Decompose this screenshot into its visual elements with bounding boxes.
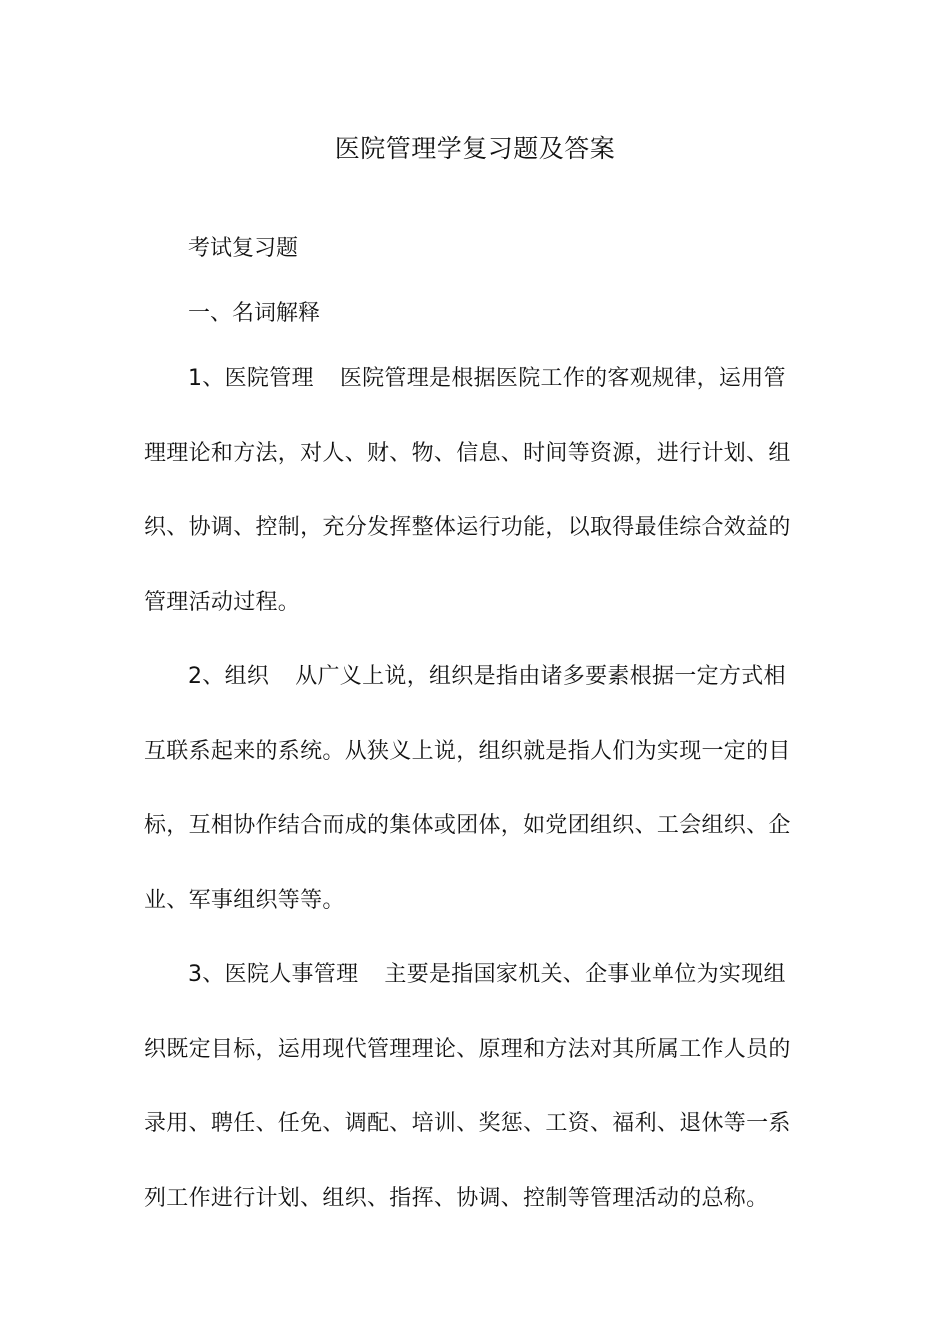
definition-text: 织既定目标，运用现代管理理论、原理和方法对其所属工作人员的 bbox=[144, 1036, 791, 1062]
definition-text: 录用、聘任、任免、调配、培训、奖惩、工资、福利、退休等一系 bbox=[144, 1111, 791, 1136]
definition-text: 从广义上说，组织是指由诸多要素根据一定方式相 bbox=[295, 664, 786, 689]
definition-text: 业、军事组织等等。 bbox=[144, 887, 345, 913]
definition-item bbox=[144, 660, 794, 958]
definition-first-line bbox=[144, 958, 794, 1033]
definition-term: 3、医院人事管理 bbox=[188, 962, 359, 987]
definition-text: 理理论和方法，对人、财、物、信息、时间等资源，进行计划、组 bbox=[144, 440, 791, 466]
document-body bbox=[144, 232, 794, 1256]
definition-term: 2、组织 bbox=[188, 664, 270, 689]
definition-text: 主要是指国家机关、企事业单位为实现组 bbox=[384, 962, 786, 987]
definition-item bbox=[144, 958, 794, 1256]
definition-text: 医院管理是根据医院工作的客观规律，运用管 bbox=[339, 366, 786, 391]
definition-item bbox=[144, 362, 794, 660]
definition-first-line bbox=[144, 660, 794, 735]
page-title: 医院管理学复习题及答案 bbox=[334, 134, 616, 163]
definition-text: 标，互相协作结合而成的集体或团体，如党团组织、工会组织、企 bbox=[144, 813, 791, 838]
definition-text: 列工作进行计划、组织、指挥、协调、控制等管理活动的总称。 bbox=[144, 1185, 769, 1211]
definition-text: 管理活动过程。 bbox=[144, 589, 301, 615]
definition-text: 织、协调、控制，充分发挥整体运行功能，以取得最佳综合效益的 bbox=[144, 515, 791, 540]
definition-text: 互联系起来的系统。从狭义上说，组织就是指人们为实现一定的目 bbox=[144, 738, 791, 764]
subsection-heading: 一、名词解释 bbox=[188, 301, 321, 326]
definition-first-line bbox=[144, 362, 794, 437]
section-heading: 考试复习题 bbox=[188, 236, 299, 261]
definition-term: 1、医院管理 bbox=[188, 366, 314, 391]
